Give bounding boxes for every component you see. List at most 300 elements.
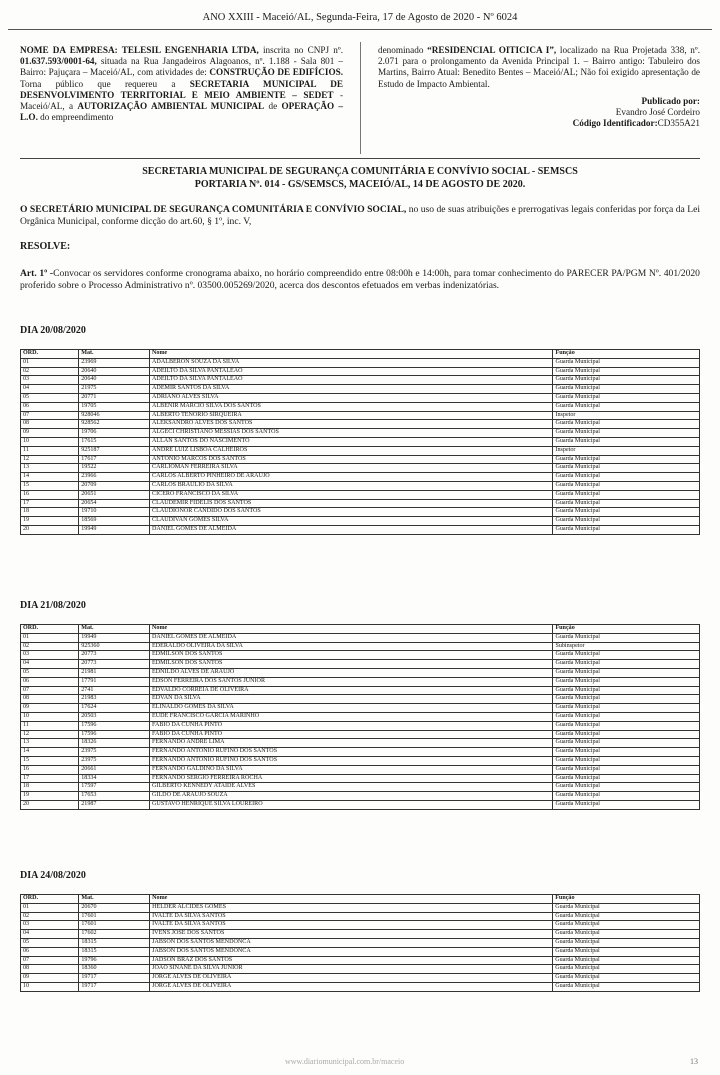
- table-row: [21, 912, 700, 921]
- table-row: [21, 677, 700, 686]
- ord-cell: 09: [21, 429, 79, 438]
- table-row: [21, 473, 700, 482]
- function-cell: Guarda Municipal: [553, 525, 700, 534]
- table-row: [21, 517, 700, 526]
- mat-cell: 20771: [79, 393, 150, 402]
- table-row: [21, 411, 700, 420]
- mat-cell: 17601: [79, 921, 150, 930]
- day-heading: DIA 20/08/2020: [20, 325, 86, 336]
- function-cell: Guarda Municipal: [553, 921, 700, 930]
- column-divider: [360, 42, 361, 154]
- function-cell: Subinspetor: [553, 642, 700, 651]
- page-number: 13: [690, 1057, 698, 1066]
- company-address: situada na Rua Jangadeiros Alagoanos, nº. 1.188 - Sala 801 – Bairro: Pajuçara – Maceió/AL, com atividades de:: [20, 56, 344, 78]
- mat-cell: 17617: [79, 455, 150, 464]
- ord-cell: 05: [21, 393, 79, 402]
- name-cell: ANTONIO MARCOS DOS SANTOS: [150, 455, 553, 464]
- mat-cell: 18315: [79, 947, 150, 956]
- function-cell: Guarda Municipal: [553, 982, 700, 991]
- table-row: [21, 712, 700, 721]
- ord-cell: 18: [21, 508, 79, 517]
- portaria-title: PORTARIA Nº. 014 - GS/SEMSCS, MACEIÓ/AL, 14 DE AGOSTO DE 2020.: [194, 178, 526, 190]
- right-prefix: denominado: [378, 45, 424, 55]
- ord-cell: 15: [21, 481, 79, 490]
- function-cell: Guarda Municipal: [553, 721, 700, 730]
- function-cell: Guarda Municipal: [553, 756, 700, 765]
- ord-cell: 18: [21, 783, 79, 792]
- name-cell: EDVALDO CORREIA DE OLIVEIRA: [150, 686, 553, 695]
- mat-cell: 17624: [79, 704, 150, 713]
- name-cell: CLAUDEMIR FIDELIS DOS SANTOS: [150, 499, 553, 508]
- cnpj-number: 01.637.593/0001-64,: [20, 56, 97, 67]
- table-row: [21, 481, 700, 490]
- ord-cell: 11: [21, 721, 79, 730]
- intro-paragraph: [20, 204, 700, 227]
- mat-cell: 21981: [79, 668, 150, 677]
- name-cell: IVENS JOSE DOS SANTOS: [150, 930, 553, 939]
- name-cell: DANIEL GOMES DE ALMEIDA: [150, 633, 553, 642]
- function-cell: Guarda Municipal: [553, 903, 700, 912]
- table-row: [21, 730, 700, 739]
- notice-left-column: [20, 45, 343, 123]
- mat-cell: 17596: [79, 721, 150, 730]
- table-row: [21, 783, 700, 792]
- header-divider: [8, 29, 712, 30]
- mat-cell: 19717: [79, 982, 150, 991]
- ord-cell: 20: [21, 525, 79, 534]
- function-cell: Guarda Municipal: [553, 947, 700, 956]
- ord-cell: 10: [21, 712, 79, 721]
- ord-cell: 02: [21, 367, 79, 376]
- function-cell: Guarda Municipal: [553, 695, 700, 704]
- column-header-funcao: Função: [553, 625, 700, 634]
- intro-text: no uso de suas atribuições e prerrogativas legais conferidas por força da Lei Orgânica Municipal, conforme dicção do art.60, § 1º, inc. V,: [20, 204, 700, 227]
- function-cell: Guarda Municipal: [553, 660, 700, 669]
- name-cell: CLAUDIONOR CANDIDO DOS SANTOS: [150, 508, 553, 517]
- mat-cell: 19717: [79, 974, 150, 983]
- mat-cell: 18569: [79, 517, 150, 526]
- function-cell: Guarda Municipal: [553, 739, 700, 748]
- publisher-name: Evandro José Cordeiro: [615, 107, 700, 118]
- mat-cell: 928046: [79, 411, 150, 420]
- mat-cell: 20709: [79, 481, 150, 490]
- name-cell: GILDO DE ARAUJO SOUZA: [150, 792, 553, 801]
- function-cell: Guarda Municipal: [553, 686, 700, 695]
- table-row: [21, 393, 700, 402]
- function-cell: Guarda Municipal: [553, 956, 700, 965]
- function-cell: Guarda Municipal: [553, 774, 700, 783]
- ord-cell: 03: [21, 921, 79, 930]
- name-cell: EDMILSON DOS SANTOS: [150, 660, 553, 669]
- ord-cell: 10: [21, 982, 79, 991]
- name-cell: ALBERTO TENORIO SIRQUEIRA: [150, 411, 553, 420]
- table-row: [21, 938, 700, 947]
- ord-cell: 01: [21, 358, 79, 367]
- name-cell: ELINALDO GOMES DA SILVA: [150, 704, 553, 713]
- function-cell: Guarda Municipal: [553, 704, 700, 713]
- mat-cell: 17596: [79, 730, 150, 739]
- table-row: [21, 490, 700, 499]
- secretariat-name: SECRETARIA MUNICIPAL DE DESENVOLVIMENTO TERRITORIAL E MEIO AMBIENTE – SEDET: [20, 78, 343, 100]
- company-name: NOME DA EMPRESA: TELESIL ENGENHARIA LTDA,: [20, 45, 259, 55]
- ord-cell: 07: [21, 411, 79, 420]
- table-row: [21, 774, 700, 783]
- publication-block: [378, 96, 700, 130]
- column-header-nome: Nome: [150, 350, 553, 359]
- function-cell: Guarda Municipal: [553, 437, 700, 446]
- mat-cell: 19949: [79, 633, 150, 642]
- column-header-nome: Nome: [150, 625, 553, 634]
- name-cell: EUDE FRANCISCO GARCIA MARINHO: [150, 712, 553, 721]
- column-header-mat: Mat.: [79, 895, 150, 904]
- day-heading: DIA 21/08/2020: [20, 600, 86, 611]
- ord-cell: 14: [21, 748, 79, 757]
- city-text: - Maceió/AL, a: [20, 89, 344, 112]
- name-cell: FERNANDO ANTONIO RUFINO DOS SANTOS: [150, 748, 553, 757]
- name-cell: CICERO FRANCISCO DA SILVA: [150, 490, 553, 499]
- name-cell: ALBENIR MARCIO SILVA DOS SANTOS: [150, 402, 553, 411]
- operation-type: OPERAÇÃO – L.O.: [20, 101, 344, 123]
- secretariat-title: SECRETARIA MUNICIPAL DE SEGURANÇA COMUNITÁRIA E CONVÍVIO SOCIAL - SEMSCS: [142, 166, 578, 177]
- ord-cell: 08: [21, 695, 79, 704]
- name-cell: DANIEL GOMES DE ALMEIDA: [150, 525, 553, 534]
- table-row: [21, 642, 700, 651]
- ord-cell: 02: [21, 912, 79, 921]
- table-row: [21, 420, 700, 429]
- table-row: [21, 956, 700, 965]
- table-row: [21, 499, 700, 508]
- mat-cell: 20640: [79, 367, 150, 376]
- ord-cell: 03: [21, 376, 79, 385]
- table-row: [21, 376, 700, 385]
- function-cell: Guarda Municipal: [553, 499, 700, 508]
- name-cell: EDNILDO ALVES DE ARAUJO: [150, 668, 553, 677]
- column-header-nome: Nome: [150, 895, 553, 904]
- name-cell: JABSON DOS SANTOS MENDONCA: [150, 938, 553, 947]
- column-header-ord: ORD.: [21, 625, 79, 634]
- name-cell: FERNANDO ANTONIO RUFINO DOS SANTOS: [150, 756, 553, 765]
- ord-cell: 14: [21, 473, 79, 482]
- ord-cell: 16: [21, 765, 79, 774]
- article-text: Convocar os servidores conforme cronograma abaixo, no horário compreendido entre 08:00h e 14:00h, para tomar conhecimento do PARECER PA/PGM Nº. 401/2020 proferido sobre o Processo Administrativo nº. 03500.005269/2020, acerca dos descontos efetuados em verbas indenizatórias.: [20, 268, 700, 291]
- schedule-table: [20, 894, 700, 992]
- function-cell: Guarda Municipal: [553, 792, 700, 801]
- mat-cell: 19710: [79, 508, 150, 517]
- ord-cell: 17: [21, 774, 79, 783]
- table-row: [21, 367, 700, 376]
- table-row: [21, 668, 700, 677]
- table-row: [21, 704, 700, 713]
- mat-cell: 18360: [79, 965, 150, 974]
- table-row: [21, 429, 700, 438]
- mat-cell: 20661: [79, 765, 150, 774]
- ord-cell: 17: [21, 499, 79, 508]
- name-cell: JORGE ALVES DE OLIVEIRA: [150, 974, 553, 983]
- table-header-row: [21, 625, 700, 634]
- mat-cell: 17602: [79, 930, 150, 939]
- function-cell: Guarda Municipal: [553, 376, 700, 385]
- notice-right-column: [378, 45, 700, 129]
- name-cell: ALGECI CHRISTIANO MESSIAS DOS SANTOS: [150, 429, 553, 438]
- mat-cell: 19706: [79, 429, 150, 438]
- article-paragraph: [20, 268, 700, 291]
- code-label: Código Identificador:: [572, 118, 658, 129]
- function-cell: Guarda Municipal: [553, 490, 700, 499]
- table-row: [21, 921, 700, 930]
- mat-cell: 19949: [79, 525, 150, 534]
- mat-cell: 23975: [79, 748, 150, 757]
- name-cell: CLAUDIVAN GOMES SILVA: [150, 517, 553, 526]
- mat-cell: 21987: [79, 800, 150, 809]
- mat-cell: 20503: [79, 712, 150, 721]
- ord-cell: 12: [21, 455, 79, 464]
- column-header-ord: ORD.: [21, 895, 79, 904]
- name-cell: CARLIOMAN FERREIRA SILVA: [150, 464, 553, 473]
- name-cell: IVALTE DA SILVA SANTOS: [150, 921, 553, 930]
- mat-cell: 23969: [79, 358, 150, 367]
- ord-cell: 20: [21, 800, 79, 809]
- name-cell: IVALTE DA SILVA SANTOS: [150, 912, 553, 921]
- function-cell: Guarda Municipal: [553, 385, 700, 394]
- ord-cell: 19: [21, 792, 79, 801]
- ord-cell: 04: [21, 385, 79, 394]
- name-cell: EDSON FERREIRA DOS SANTOS JUNIOR: [150, 677, 553, 686]
- column-header-mat: Mat.: [79, 350, 150, 359]
- name-cell: FERNANDO ANDRE LIMA: [150, 739, 553, 748]
- column-header-funcao: Função: [553, 895, 700, 904]
- table-row: [21, 525, 700, 534]
- de-text: de: [268, 101, 278, 112]
- mat-cell: 23966: [79, 473, 150, 482]
- table-row: [21, 982, 700, 991]
- mat-cell: 925360: [79, 642, 150, 651]
- intro-bold: O SECRETÁRIO MUNICIPAL DE SEGURANÇA COMUNITÁRIA E CONVÍVIO SOCIAL,: [20, 204, 407, 215]
- ord-cell: 13: [21, 464, 79, 473]
- name-cell: FERNANDO SERGIO FERREIRA ROCHA: [150, 774, 553, 783]
- ord-cell: 06: [21, 947, 79, 956]
- column-header-funcao: Função: [553, 350, 700, 359]
- authorization-type: AUTORIZAÇÃO AMBIENTAL MUNICIPAL: [77, 101, 265, 112]
- table-row: [21, 464, 700, 473]
- function-cell: Guarda Municipal: [553, 800, 700, 809]
- code-value: CD355A21: [657, 118, 700, 129]
- function-cell: Guarda Municipal: [553, 783, 700, 792]
- table-row: [21, 792, 700, 801]
- function-cell: Guarda Municipal: [553, 965, 700, 974]
- function-cell: Inspetor: [553, 411, 700, 420]
- ord-cell: 05: [21, 668, 79, 677]
- function-cell: Guarda Municipal: [553, 429, 700, 438]
- table-row: [21, 446, 700, 455]
- function-cell: Guarda Municipal: [553, 765, 700, 774]
- ord-cell: 06: [21, 402, 79, 411]
- mat-cell: 21975: [79, 385, 150, 394]
- residencial-name: “RESIDENCIAL OITICICA I”,: [427, 45, 557, 55]
- function-cell: Guarda Municipal: [553, 668, 700, 677]
- function-cell: Guarda Municipal: [553, 517, 700, 526]
- ord-cell: 01: [21, 633, 79, 642]
- ord-cell: 15: [21, 756, 79, 765]
- table-row: [21, 508, 700, 517]
- name-cell: ANDRE LUIZ LISBOA CALHEIROS: [150, 446, 553, 455]
- table-row: [21, 721, 700, 730]
- table-row: [21, 385, 700, 394]
- ord-cell: 05: [21, 938, 79, 947]
- name-cell: CARLOS ALBERTO PINHEIRO DE ARAUJO: [150, 473, 553, 482]
- function-cell: Guarda Municipal: [553, 393, 700, 402]
- name-cell: FABIO DA CUNHA PINTO: [150, 721, 553, 730]
- ord-cell: 12: [21, 730, 79, 739]
- table-row: [21, 739, 700, 748]
- function-cell: Guarda Municipal: [553, 481, 700, 490]
- ord-cell: 02: [21, 642, 79, 651]
- function-cell: Guarda Municipal: [553, 420, 700, 429]
- company-activity: CONSTRUÇÃO DE EDIFÍCIOS.: [209, 67, 343, 78]
- table-row: [21, 402, 700, 411]
- resolve-heading: RESOLVE:: [20, 241, 71, 252]
- mat-cell: 19705: [79, 402, 150, 411]
- table-header-row: [21, 895, 700, 904]
- name-cell: EDERALDO OLIVEIRA DA SILVA: [150, 642, 553, 651]
- day-heading: DIA 24/08/2020: [20, 870, 86, 881]
- name-cell: JADSON BRAZ DOS SANTOS: [150, 956, 553, 965]
- mat-cell: 925187: [79, 446, 150, 455]
- schedule-table: [20, 624, 700, 810]
- table-row: [21, 633, 700, 642]
- table-row: [21, 947, 700, 956]
- footer-url: www.diariomunicipal.com.br/maceio: [285, 1057, 405, 1066]
- function-cell: Guarda Municipal: [553, 930, 700, 939]
- function-cell: Guarda Municipal: [553, 633, 700, 642]
- table-row: [21, 974, 700, 983]
- name-cell: JABSON DOS SANTOS MENDONCA: [150, 947, 553, 956]
- function-cell: Guarda Municipal: [553, 748, 700, 757]
- ord-cell: 16: [21, 490, 79, 499]
- page-header: ANO XXIII - Maceió/AL, Segunda-Feira, 17 de Agosto de 2020 - Nº 6024: [202, 12, 518, 23]
- function-cell: Guarda Municipal: [553, 677, 700, 686]
- name-cell: ADEMIR SANTOS DA SILVA: [150, 385, 553, 394]
- ord-cell: 04: [21, 660, 79, 669]
- name-cell: ADEILTO DA SILVA PANTALEAO: [150, 376, 553, 385]
- section-divider: [20, 158, 700, 159]
- name-cell: JORGE ALVES DE OLIVEIRA: [150, 982, 553, 991]
- article-label: Art. 1º -: [20, 268, 54, 279]
- ord-cell: 13: [21, 739, 79, 748]
- mat-cell: 17653: [79, 792, 150, 801]
- name-cell: ADALBERON SOUZA DA SILVA: [150, 358, 553, 367]
- ord-cell: 09: [21, 974, 79, 983]
- published-by-label: Publicado por:: [641, 95, 700, 106]
- ord-cell: 07: [21, 686, 79, 695]
- mat-cell: 17791: [79, 677, 150, 686]
- request-text: Torna público que requereu a: [20, 78, 176, 89]
- mat-cell: 17597: [79, 783, 150, 792]
- mat-cell: 20654: [79, 499, 150, 508]
- function-cell: Guarda Municipal: [553, 455, 700, 464]
- table-row: [21, 965, 700, 974]
- mat-cell: 18315: [79, 938, 150, 947]
- ord-cell: 19: [21, 517, 79, 526]
- name-cell: EDVAN DA SILVA: [150, 695, 553, 704]
- name-cell: ADRIANO ALVES SILVA: [150, 393, 553, 402]
- column-header-mat: Mat.: [79, 625, 150, 634]
- table-row: [21, 437, 700, 446]
- table-header-row: [21, 350, 700, 359]
- mat-cell: 2741: [79, 686, 150, 695]
- mat-cell: 20651: [79, 490, 150, 499]
- name-cell: FERNANDO GALDINO DA SILVA: [150, 765, 553, 774]
- table-row: [21, 903, 700, 912]
- table-row: [21, 358, 700, 367]
- table-row: [21, 756, 700, 765]
- mat-cell: 19796: [79, 956, 150, 965]
- function-cell: Guarda Municipal: [553, 912, 700, 921]
- function-cell: Guarda Municipal: [553, 974, 700, 983]
- ord-cell: 08: [21, 420, 79, 429]
- tail-text: do empreendimento: [40, 112, 114, 123]
- mat-cell: 18326: [79, 739, 150, 748]
- table-row: [21, 930, 700, 939]
- function-cell: Guarda Municipal: [553, 367, 700, 376]
- function-cell: Guarda Municipal: [553, 730, 700, 739]
- mat-cell: 20670: [79, 903, 150, 912]
- location-text: localizado na Rua Projetada 338, nº. 2.071 para o prolongamento da Avenida Principal 1. – Bairro antigo: Tabuleiro dos Martins, Bairro Atual: Benedito Bentes – Maceió/AL; Não foi exigido apresentação de Estudo de Impacto Ambiental.: [378, 45, 701, 89]
- ord-cell: 01: [21, 903, 79, 912]
- name-cell: GILBERTO KENNEDY ATAIDE ALVES: [150, 783, 553, 792]
- function-cell: Guarda Municipal: [553, 358, 700, 367]
- mat-cell: 20773: [79, 651, 150, 660]
- function-cell: Guarda Municipal: [553, 651, 700, 660]
- mat-cell: 23975: [79, 756, 150, 765]
- name-cell: EDMILSON DOS SANTOS: [150, 651, 553, 660]
- mat-cell: 19522: [79, 464, 150, 473]
- function-cell: Guarda Municipal: [553, 473, 700, 482]
- name-cell: CARLOS BRAULIO DA SILVA: [150, 481, 553, 490]
- ord-cell: 07: [21, 956, 79, 965]
- name-cell: HELDER ALCIDES GOMES: [150, 903, 553, 912]
- name-cell: ALLAN SANTOS DO NASCIMENTO: [150, 437, 553, 446]
- table-row: [21, 765, 700, 774]
- schedule-table: [20, 349, 700, 535]
- cnpj-prefix: inscrita no CNPJ nº.: [262, 45, 343, 55]
- table-row: [21, 686, 700, 695]
- ord-cell: 04: [21, 930, 79, 939]
- mat-cell: 17615: [79, 437, 150, 446]
- ord-cell: 11: [21, 446, 79, 455]
- function-cell: Inspetor: [553, 446, 700, 455]
- mat-cell: 20640: [79, 376, 150, 385]
- ord-cell: 08: [21, 965, 79, 974]
- ord-cell: 10: [21, 437, 79, 446]
- mat-cell: 17601: [79, 912, 150, 921]
- ord-cell: 06: [21, 677, 79, 686]
- function-cell: Guarda Municipal: [553, 402, 700, 411]
- name-cell: ALEKSANDRO ALVES DOS SANTOS: [150, 420, 553, 429]
- table-row: [21, 748, 700, 757]
- name-cell: FABIO DA CUNHA PINTO: [150, 730, 553, 739]
- name-cell: GUSTAVO HENRIQUE SILVA LOUREIRO: [150, 800, 553, 809]
- ord-cell: 03: [21, 651, 79, 660]
- mat-cell: 20773: [79, 660, 150, 669]
- function-cell: Guarda Municipal: [553, 464, 700, 473]
- table-row: [21, 695, 700, 704]
- name-cell: JOAO SINANE DA SILVA JUNIOR: [150, 965, 553, 974]
- table-row: [21, 660, 700, 669]
- ord-cell: 09: [21, 704, 79, 713]
- document-titles: [0, 166, 720, 191]
- function-cell: Guarda Municipal: [553, 938, 700, 947]
- name-cell: ADEILTO DA SILVA PANTALEAO: [150, 367, 553, 376]
